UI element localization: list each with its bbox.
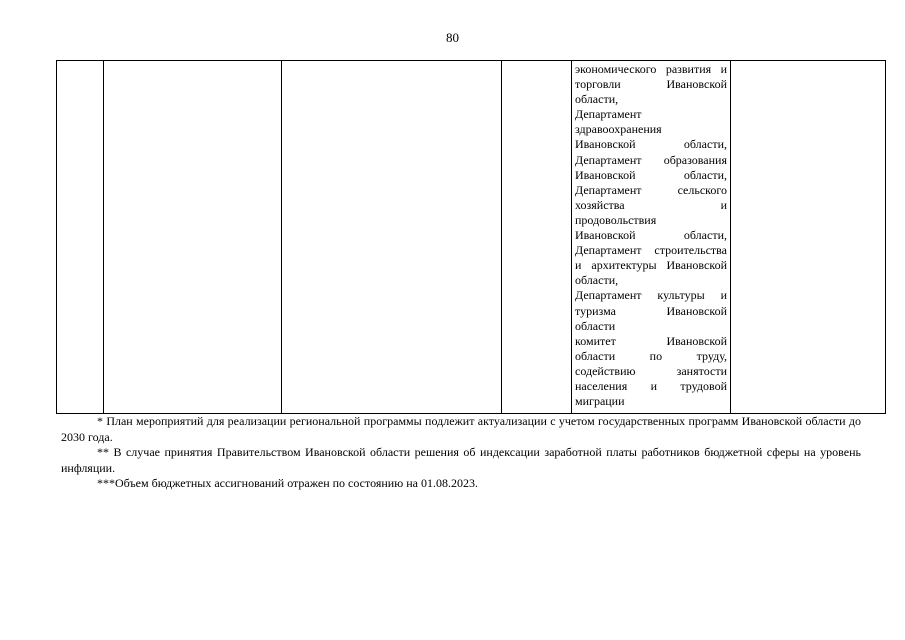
responsible-line: миграции (575, 394, 625, 409)
responsible-line: туризма Ивановской (575, 303, 727, 318)
responsible-line: комитет Ивановской (575, 333, 727, 348)
responsible-line: Департамент образования (575, 152, 727, 167)
table-cell-description (282, 61, 502, 414)
responsible-line: Департамент сельского (575, 182, 727, 197)
responsible-line: Департамент строительства (575, 243, 727, 258)
responsible-line: области (575, 318, 616, 333)
responsible-line: населения и трудовой (575, 378, 727, 393)
page-number: 80 (446, 30, 459, 45)
table-cell-number (57, 61, 104, 414)
responsible-line: продовольствия (575, 212, 657, 227)
responsible-line: хозяйства и (575, 197, 727, 212)
table-cell-period (502, 61, 572, 414)
table-cell-result (731, 61, 886, 414)
responsible-line: здравоохранения (575, 122, 662, 137)
footnote-plan: * План мероприятий для реализации региональной программы подлежит актуализации с учетом государственных программ Ивановской области до 2030 года. (61, 414, 861, 444)
footnote-budget-date: ***Объем бюджетных ассигнований отражен по состоянию на 01.08.2023. (97, 476, 478, 490)
responsible-line: торговли Ивановской (575, 77, 727, 92)
responsible-line: Департамент культуры и (575, 288, 727, 303)
table-row (57, 61, 886, 414)
footnotes (61, 414, 861, 492)
responsible-line: экономического развития и (575, 62, 727, 76)
responsible-line: области по труду, (575, 348, 727, 363)
responsible-line: области, (575, 273, 619, 288)
responsible-line: содействию занятости (575, 363, 727, 378)
table-cell-responsible (572, 61, 731, 414)
responsible-line: Ивановской области, (575, 167, 727, 182)
responsible-executors-text (572, 61, 730, 409)
responsible-line: Ивановской области, (575, 137, 727, 152)
footnote-salary-indexation: ** В случае принятия Правительством Ивановской области решения об индексации заработной платы работников бюджетной сферы на уровень инфляции. (61, 445, 861, 475)
responsible-line: и архитектуры Ивановской (575, 258, 727, 273)
continuation-table (56, 60, 886, 414)
responsible-line: Департамент (575, 107, 642, 122)
table-cell-event (104, 61, 282, 414)
responsible-line: Ивановской области, (575, 228, 727, 243)
responsible-line: области, (575, 92, 619, 107)
